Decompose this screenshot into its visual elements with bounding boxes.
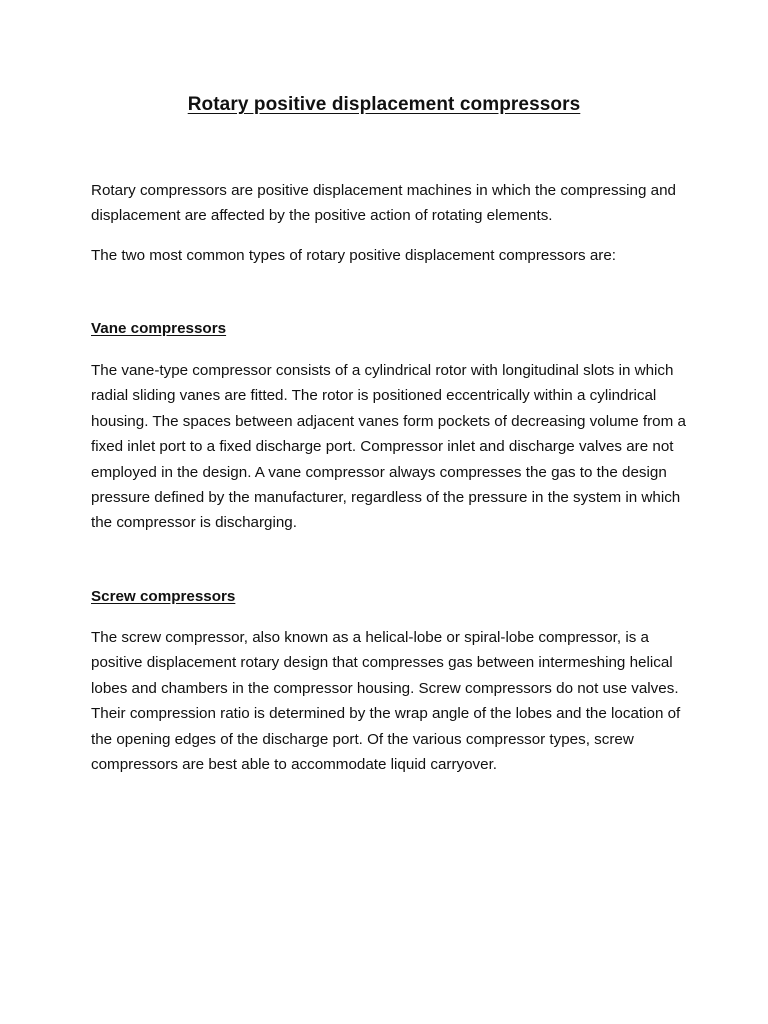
section-heading-screw: Screw compressors: [91, 588, 236, 605]
document-title: Rotary positive displacement compressors: [187, 94, 581, 115]
section-heading-vane: Vane compressors: [91, 320, 227, 337]
section-body-vane: The vane-type compressor consists of a cylindrical rotor with longitudinal slots in which radial sliding vanes are fitted. The rotor is positioned eccentrically within a cylindrical housing. The spaces between adjacent vanes form pockets of decreasing volume from a fixed inlet port to a fixed discharge port. Compressor inlet and discharge valves are not employed in the design. A vane compressor always compresses the gas to the design pressure defined by the manufacturer, regardless of the pressure in the system in which the compressor is discharging.: [91, 362, 686, 532]
section-body-screw: The screw compressor, also known as a helical-lobe or spiral-lobe compressor, is a positive displacement rotary design that compresses gas between intermeshing helical lobes and chambers in the compressor housing. Screw compressors do not use valves. Their compression ratio is determined by the wrap angle of the lobes and the location of the opening edges of the discharge port. Of the various compressor types, screw compressors are best able to accommodate liquid carryover.: [91, 629, 681, 774]
types-intro-paragraph: The two most common types of rotary positive displacement compressors are:: [91, 247, 617, 264]
intro-paragraph: Rotary compressors are positive displacement machines in which the compressing and displacement are affected by the positive action of rotating elements.: [91, 182, 676, 225]
